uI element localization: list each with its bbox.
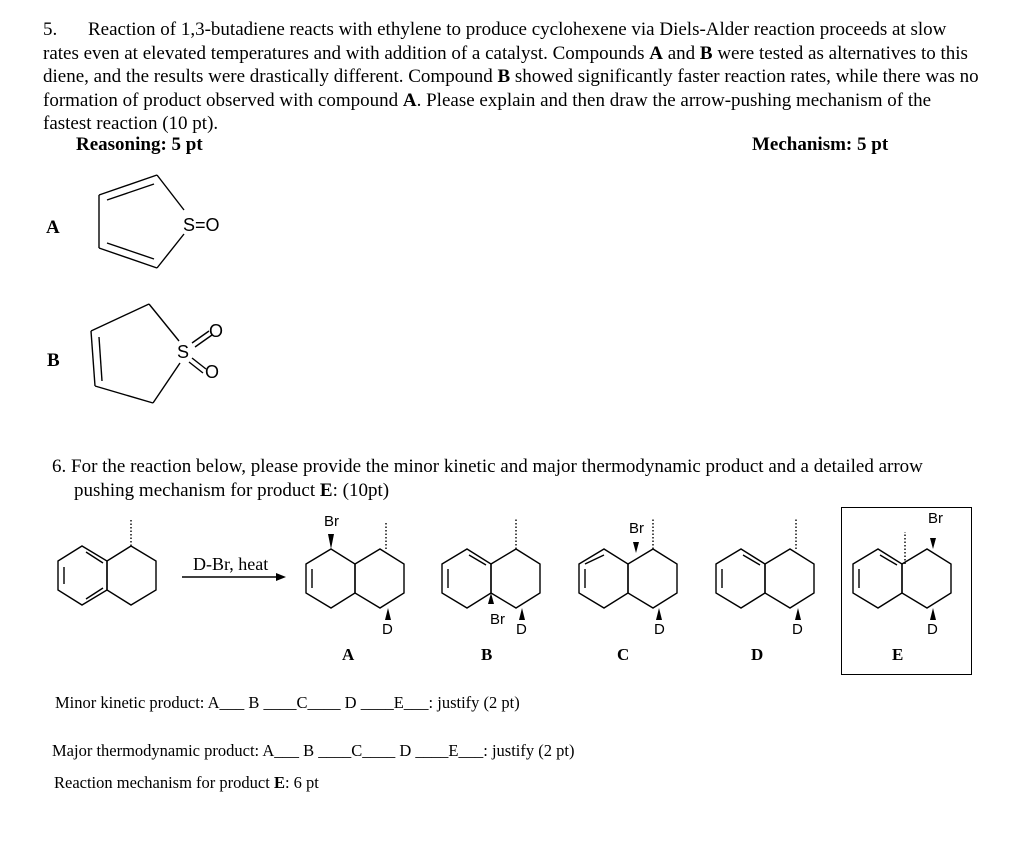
compound-a-group: S=O: [183, 215, 220, 235]
compound-b-sulfur: S: [177, 342, 190, 362]
mechanism-line-post: : 6 pt: [284, 773, 319, 792]
product-b-br: Br: [490, 611, 505, 628]
product-a-d: D: [382, 621, 393, 638]
product-c-structure: [571, 508, 696, 643]
reagent-label: D-Br, heat: [193, 554, 269, 574]
product-e-br: Br: [928, 510, 943, 527]
mechanism-line-pre: Reaction mechanism for product: [54, 773, 274, 792]
compound-b-oxygen-2: O: [205, 362, 220, 382]
product-c-br: Br: [629, 520, 644, 537]
product-c-d: D: [654, 621, 665, 638]
product-a-label: A: [342, 645, 355, 664]
compound-b-label: B: [47, 350, 60, 371]
product-d-d: D: [792, 621, 803, 638]
product-d-label: D: [751, 645, 764, 664]
question-5-text: [43, 18, 983, 136]
product-b-structure: [434, 508, 559, 643]
product-e-structure: [845, 508, 970, 643]
reaction-arrow: [180, 570, 290, 584]
q6-line-2-bold: E: [319, 480, 333, 501]
product-d-structure: [708, 508, 833, 643]
question-6-text: [52, 455, 1002, 503]
product-b-label: B: [481, 645, 493, 664]
q5-text-segment: . Please explain and then draw the arrow-pushing mechanism of the fastest reaction (10 pt).: [43, 89, 932, 134]
q5-compound-ref: B: [497, 66, 511, 87]
q6-line-1: 6. For the reaction below, please provide the minor kinetic and major thermodynamic product and a detailed arrow: [52, 456, 923, 477]
q5-compound-ref: A: [402, 89, 417, 111]
q6-line-2-post: : (10pt): [332, 480, 390, 501]
product-b-d: D: [516, 621, 527, 638]
product-e-d: D: [927, 621, 938, 638]
q6-line-2-pre: pushing mechanism for product: [74, 480, 320, 501]
compound-b-structure: [85, 295, 245, 415]
major-thermodynamic-answer-line: Major thermodynamic product: A___ B ____C____ D ____E___: justify (2 pt): [52, 741, 575, 760]
mechanism-heading: Mechanism: 5 pt: [752, 134, 889, 155]
product-c-label: C: [617, 645, 630, 664]
q5-text-segment: and: [662, 42, 700, 64]
q5-text-segment: showed significantly faster reaction rates, while there was no formation of product observed with compound: [43, 66, 979, 111]
q6-line-2: [52, 479, 1002, 503]
q5-compound-ref: A: [649, 42, 663, 64]
q5-text-segment: were tested as alternatives to this diene, and the results were drastically different. Compound: [43, 42, 968, 87]
mechanism-line-bold: E: [273, 773, 285, 792]
mechanism-answer-line: [54, 773, 319, 793]
product-a-structure: [298, 508, 423, 643]
reasoning-heading: Reasoning: 5 pt: [76, 134, 203, 155]
product-a-br: Br: [324, 513, 339, 530]
question-5-number: 5.: [43, 19, 58, 40]
starting-material-structure: [50, 512, 175, 612]
q5-compound-ref: B: [699, 42, 713, 64]
compound-a-label: A: [46, 217, 60, 238]
product-e-label: E: [892, 645, 904, 664]
minor-kinetic-answer-line: Minor kinetic product: A___ B ____C____ D ____E___: justify (2 pt): [55, 693, 520, 712]
q5-text-segment: Reaction of 1,3-butadiene reacts with ethylene to produce cyclohexene via Diels-Alder reaction proceeds at slow rates even at elevated temperatures and with addition of a catalyst. Compounds: [43, 19, 947, 64]
compound-b-oxygen-1: O: [209, 321, 224, 341]
compound-a-structure: [90, 170, 250, 280]
